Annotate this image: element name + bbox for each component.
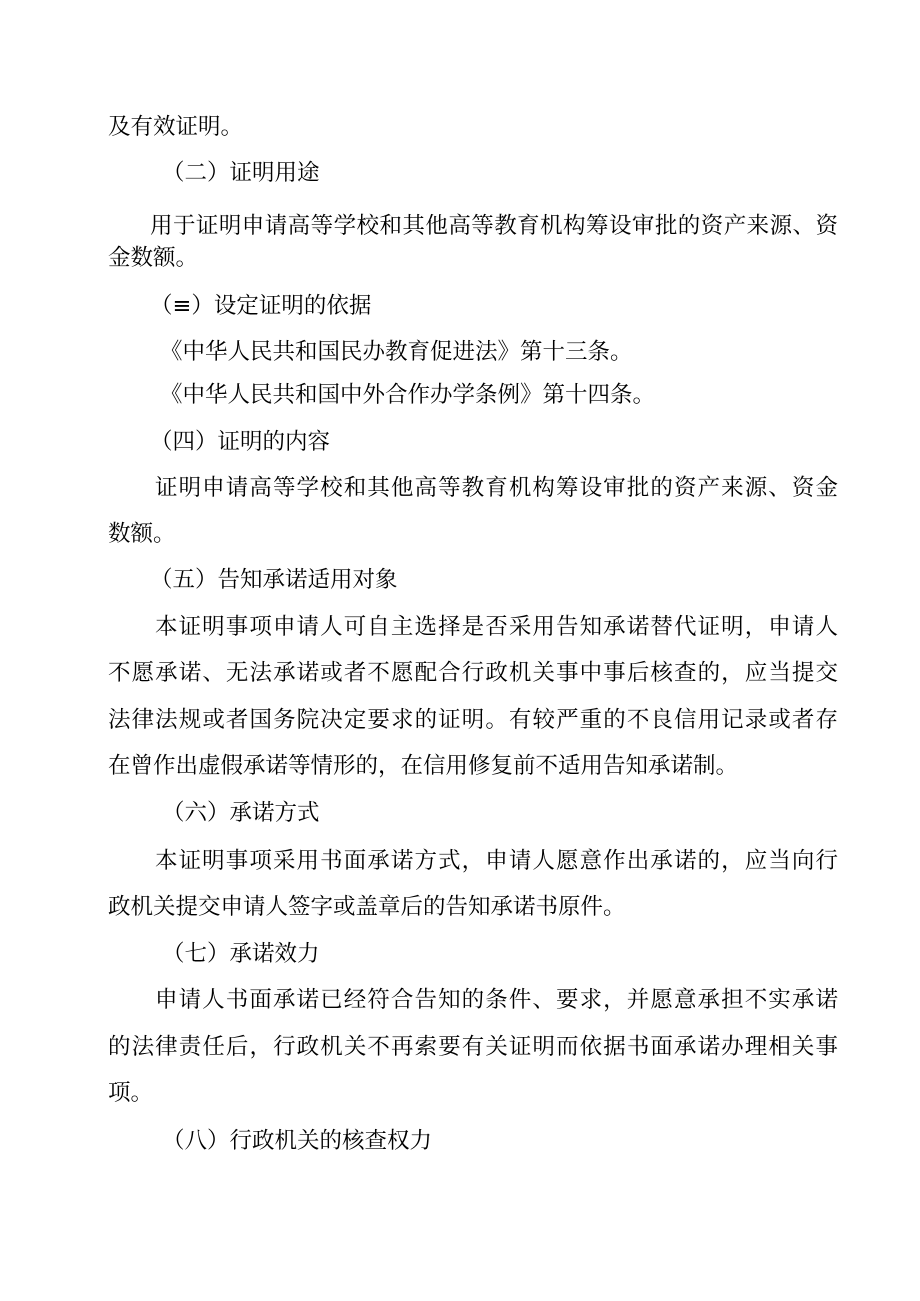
section-heading-2: （二）证明用途 xyxy=(162,160,320,186)
text-line: 本证明事项采用书面承诺方式，申请人愿意作出承诺的，应当向行 xyxy=(155,848,838,874)
text-line: 用于证明申请高等学校和其他高等教育机构筹设审批的资产来源、资 xyxy=(150,213,838,239)
text-line: 申请人书面承诺已经符合告知的条件、要求，并愿意承担不实承诺 xyxy=(155,987,838,1013)
text-line: 证明申请高等学校和其他高等教育机构筹设审批的资产来源、资金 xyxy=(155,475,838,501)
text-line: 及有效证明。 xyxy=(108,114,244,140)
section-heading-8: （八）行政机关的核查权力 xyxy=(162,1128,433,1154)
text-line: 不愿承诺、无法承诺或者不愿配合行政机关事中事后核查的，应当提交 xyxy=(108,660,838,686)
text-line: 的法律责任后，行政机关不再索要有关证明而依据书面承诺办理相关事 xyxy=(108,1034,838,1060)
section-heading-7: （七）承诺效力 xyxy=(162,941,320,967)
section-heading-5: （五）告知承诺适用对象 xyxy=(150,567,398,593)
section-heading-3: （≡）设定证明的依据 xyxy=(150,293,372,319)
text-line: 政机关提交申请人签字或盖章后的告知承诺书原件。 xyxy=(108,894,626,920)
text-line: 项。 xyxy=(108,1080,154,1106)
text-line: 数额。 xyxy=(108,521,176,547)
section-heading-4: （四）证明的内容 xyxy=(150,429,331,455)
law-citation: 《中华人民共和国民办教育促进法》第十三条。 xyxy=(160,339,633,365)
text-line: 法律法规或者国务院决定要求的证明。有较严重的不良信用记录或者存 xyxy=(108,707,838,733)
text-line: 在曾作出虚假承诺等情形的，在信用修复前不适用告知承诺制。 xyxy=(108,753,739,779)
section-heading-6: （六）承诺方式 xyxy=(162,800,320,826)
text-line: 本证明事项申请人可自主选择是否采用告知承诺替代证明，申请人 xyxy=(155,614,838,640)
text-line: 金数额。 xyxy=(108,245,199,271)
law-citation: 《中华人民共和国中外合作办学条例》第十四条。 xyxy=(160,382,656,408)
